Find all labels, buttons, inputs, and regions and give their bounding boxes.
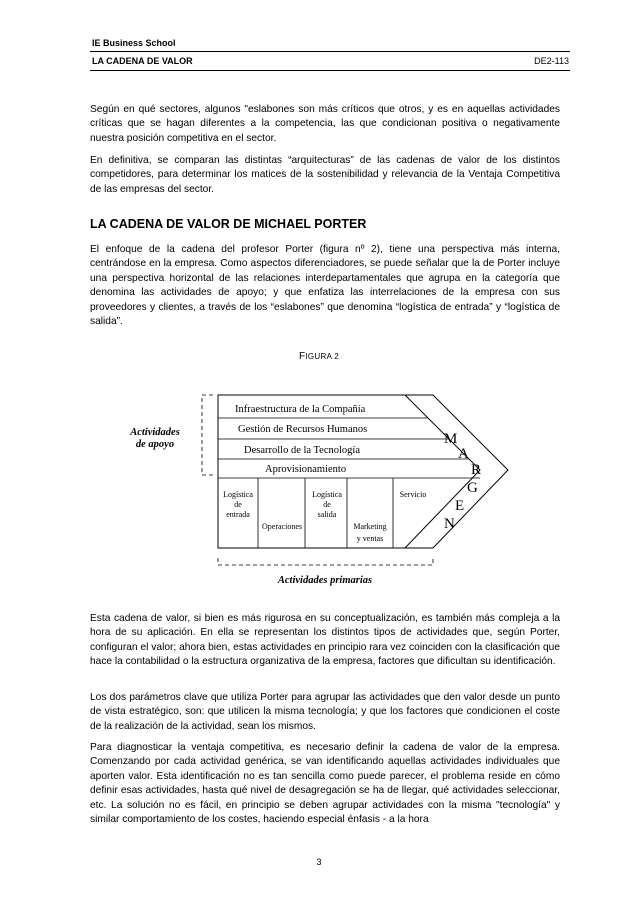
primary-activity: salida	[317, 510, 337, 519]
support-activity: Infraestructura de la Compañía	[235, 404, 366, 415]
support-bracket	[202, 395, 213, 475]
support-label-line2: de apoyo	[135, 439, 175, 450]
margin-letter: A	[458, 446, 469, 462]
school-name: IE Business School	[92, 38, 176, 48]
margin-letter: G	[467, 480, 478, 496]
figure-title: FIGURA 2	[298, 351, 340, 362]
primary-label: Actividades primarias	[277, 575, 373, 586]
primary-activity: de	[234, 500, 242, 509]
paragraph-2: En definitiva, se comparan las distintas “arquitecturas” de las cadenas de valor de los distintos competidores, para determinar los matices de la sostenibilidad y relevancia de la Ventaja Competitiva de las empresas del sector.	[90, 155, 560, 195]
primary-bracket	[218, 558, 433, 565]
paragraph-1: Según en qué sectores, algunos "eslabones son más críticos que otros, y es en aquellas actividades críticas que se hagan diferentes a la competencia, las que condicionan positiva o negativamente nuestra posición competitiva en el sector.	[90, 104, 560, 144]
document-title: LA CADENA DE VALOR	[92, 56, 193, 66]
primary-activity: Servicio	[399, 490, 427, 499]
primary-activity: y ventas	[356, 534, 384, 543]
primary-activity: Logística	[223, 490, 253, 499]
primary-activity: Marketing	[353, 522, 387, 531]
primary-activity: de	[323, 500, 331, 509]
document-code: DE2-113	[534, 56, 569, 66]
support-activity: Desarrollo de la Tecnología	[244, 445, 360, 456]
support-activity: Aprovisionamiento	[265, 464, 347, 475]
section-heading: LA CADENA DE VALOR DE MICHAEL PORTER	[90, 217, 367, 231]
paragraph-5: Los dos parámetros clave que utiliza Porter para agrupar las actividades que den valor desde un punto de vista estratégico, son: que utilicen la misma tecnología; y que los factores que condicionen el coste de la realización de la actividad, sean los mismos.	[90, 692, 560, 732]
margin-letter: E	[455, 498, 465, 514]
paragraph-3: El enfoque de la cadena del profesor Porter (figura nº 2), tiene una perspectiva más interna, centrándose en la empresa. Como aspectos diferenciadores, se puede señalar que la de Porter incluye una perspectiva horizontal de las relaciones interdepartamentales que agrupa en la categoría que denomina las actividades de apoyo; y que enfatiza las interrelaciones de la empresa con sus proveedores y clientes, a través de los “eslabones” que denomina “logística de entrada” y “logística de salida”.	[90, 244, 560, 328]
primary-activity: Logística	[312, 490, 342, 499]
page-number: 3	[316, 857, 322, 867]
support-label-line1: Actividades	[130, 427, 180, 438]
primary-activity: Operaciones	[262, 522, 302, 531]
paragraph-6: Para diagnosticar la ventaja competitiva, es necesario definir la cadena de valor de la empresa. Comenzando por cada actividad genérica, se van identificando aquellas actividades individuales que aporten valor. Esta identificación no es tan sencilla como puede parecer, el problema reside en cómo definir esas actividades, hasta qué nivel de desagregación se ha de llegar, qué actividades seleccionar, etc. La solución no es fácil, en principio se deben agrupar actividades con la misma "tecnología" y similar comportamiento de los costes, haciendo especial énfasis - a la hora	[90, 742, 560, 826]
support-activity: Gestión de Recursos Humanos	[238, 424, 368, 435]
paragraph-4: Esta cadena de valor, si bien es más rigurosa en su conceptualización, es también más compleja a la hora de su aplicación. En ella se representan los distintos tipos de actividades que, según Porter, configuran el valor; ahora bien, estas actividades en principio rara vez coinciden con la clasificación que hace la contabilidad o la estructura organizativa de la empresa, factores que dificultan su identificación.	[90, 613, 560, 668]
primary-activity: entrada	[226, 510, 250, 519]
margin-letter: R	[471, 462, 482, 478]
margin-letter: M	[444, 431, 458, 447]
margin-letter: N	[444, 516, 455, 532]
